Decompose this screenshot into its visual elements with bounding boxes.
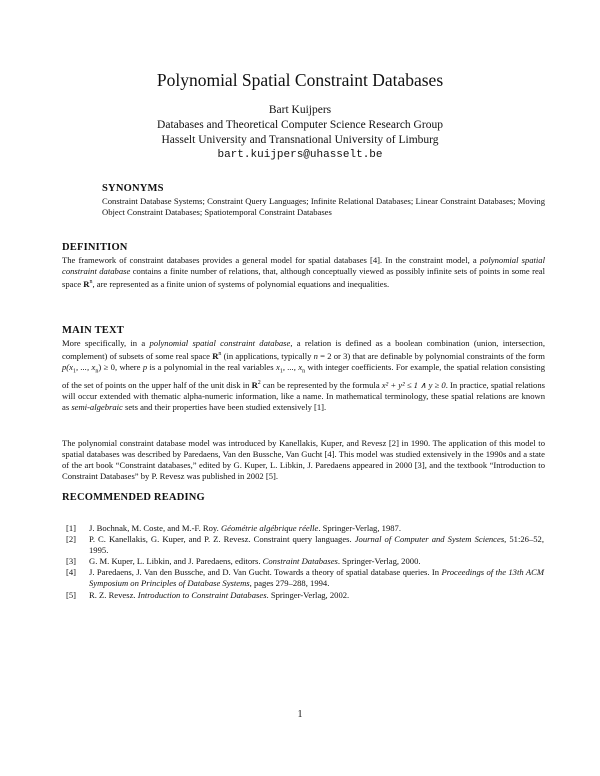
page-number: 1 — [297, 709, 303, 720]
reference-number: [3] — [66, 556, 77, 567]
reference-number: [1] — [66, 523, 77, 533]
author-affiliation-group: Databases and Theoretical Computer Science Research Group — [157, 119, 443, 131]
reference-item: [1] J. Bochnak, M. Coste, and M.-F. Roy. Géométrie algébrique réelle. Springer-Verlag, 1987. — [66, 523, 401, 533]
reference-list — [66, 523, 544, 601]
main-text-paragraph-2: The polynomial constraint database model was introduced by Kanellakis, Kuper, and Revesz [2] in 1990. The application of this model to spatial databases was described by Paredaens, Van den Bussche, Van Gucht [4]. This model was studied extensively in the 1990s and a state of the art book “Constraint databases,” edited by G. Kuper, L. Libkin, J. Paredaens appeared in 2000 [3], and the textbook “Introduction to Constraint Databases” by P. Revesz was published in 2002 [5]. — [62, 438, 545, 482]
reference-item: [2] P. C. Kanellakis, G. Kuper, and P. Z. Revesz. Constraint query languages. Journal of Computer and System Sciences, 51:26–52, 1995. — [66, 534, 544, 556]
reference-item: [3] G. M. Kuper, L. Libkin, and J. Paredaens, editors. Constraint Databases. Springer-Verlag, 2000. — [66, 556, 421, 567]
definition-heading: DEFINITION — [62, 242, 128, 253]
synonyms-text: Constraint Database Systems; Constraint Query Languages; Infinite Relational Databases; Linear Constraint Databases; Moving Object Constraint Databases; Spatiotemporal Constraint Databases — [102, 196, 545, 218]
reference-item: [4] J. Paredaens, J. Van den Bussche, and D. Van Gucht. Towards a theory of spatial database queries. In Proceedings of the 13th ACM Symposium on Principles of Database Systems, pages 279–288, 1994. — [66, 567, 544, 589]
main-text-paragraph-1: More specifically, in a polynomial spatial constraint database, a relation is defined as a boolean combination (union, intersection, complement) of subsets of some real space $R^n$ (in applications, typically n = 2 or 3) that are definable by polynomial constraints of the form $p(x_1$, ..., $x_n) \ge 0$, where p is a polynomial in the real variables $x_1$, ..., $x_n$ with integer coefficients. For example, the spatial relation consisting of the set of points on the upper half of the unit disk in $R^2$ can be represented by the formula x² + y² ≤ 1 ∧ y ≥ 0. In practice, spatial relations will occur extended with thematic alpha-numeric information, like a name. In mathematical terminology, these spatial relations are known as semi-algebraic sets and their properties have been studied extensively [1]. — [62, 338, 546, 412]
author-affiliation-university: Hasselt University and Transnational University of Limburg — [161, 134, 439, 146]
author-block — [0, 103, 600, 163]
main-text-heading: MAIN TEXT — [62, 325, 124, 336]
reference-item: [5] R. Z. Revesz. Introduction to Constraint Databases. Springer-Verlag, 2002. — [66, 589, 350, 600]
author-email[interactable]: bart.kuijpers@uhasselt.be — [217, 149, 383, 161]
synonyms-heading: SYNONYMS — [102, 183, 164, 194]
definition-paragraph: The framework of constraint databases provides a general model for spatial databases [4]. In the constraint model, a polynomial spatial constraint database contains a finite number of relations, that, although conceptually viewed as possibly infinite sets of points in some real space $R^n$, are represented as a finite union of systems of polynomial equations and inequalities. — [62, 255, 545, 290]
reference-number: [4] — [66, 567, 77, 578]
paper-title: Polynomial Spatial Constraint Databases — [156, 70, 444, 90]
recommended-reading-heading: RECOMMENDED READING — [62, 492, 205, 503]
reference-number: [2] — [66, 534, 77, 545]
reference-number: [5] — [66, 589, 77, 600]
author-name: Bart Kuijpers — [268, 104, 332, 116]
